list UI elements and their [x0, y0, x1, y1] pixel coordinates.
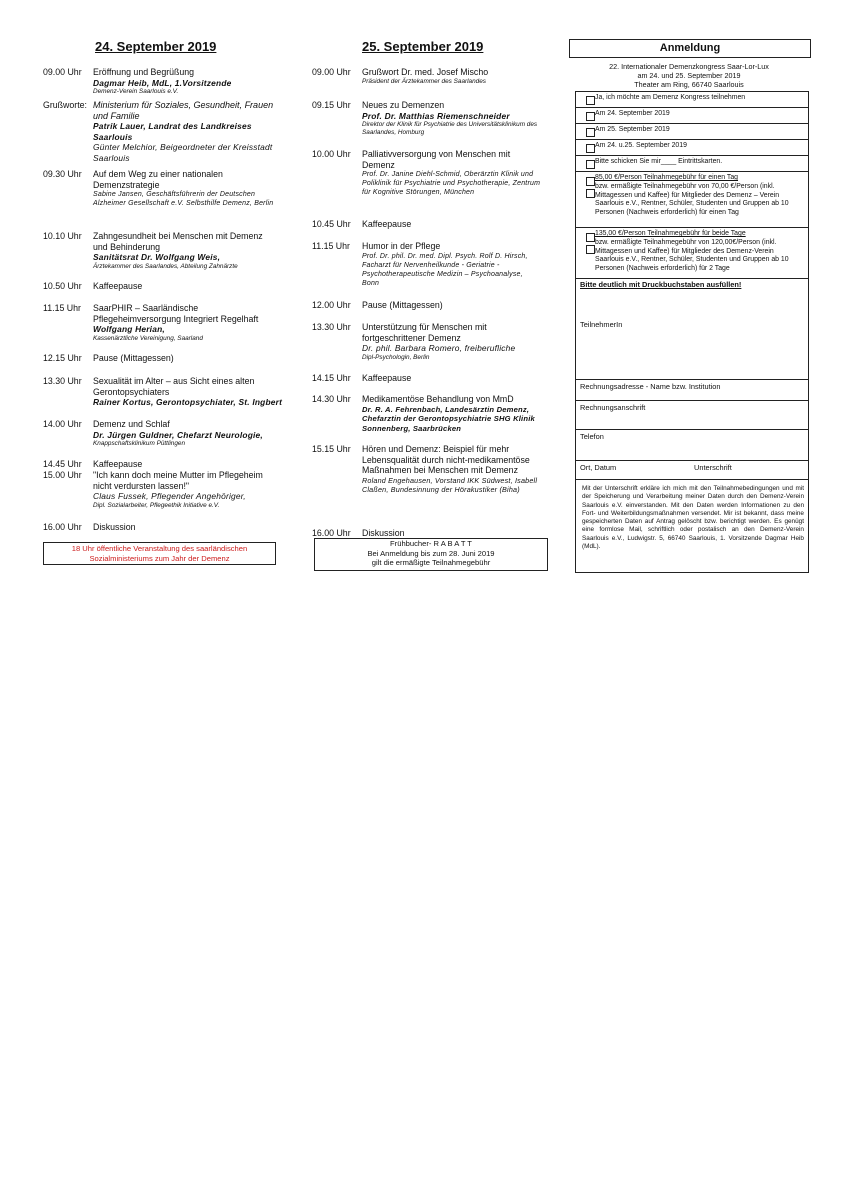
- entry-title: Hören und Demenz: Beispiel für mehr Lebensqualität durch nicht-medikamentöse Maßnahmen bei Menschen mit Demenz: [362, 444, 530, 475]
- entry-title: Diskussion: [93, 522, 136, 532]
- entry-time: 14.45 Uhr: [43, 459, 82, 469]
- option-row[interactable]: [576, 108, 808, 124]
- entry-time: 09.15 Uhr: [312, 100, 351, 110]
- option-label: Am 24. September 2019: [595, 110, 670, 117]
- fee-one-day-row[interactable]: [576, 172, 808, 228]
- option-row[interactable]: [576, 140, 808, 156]
- entry-institution: Direktor der Klinik für Psychiatrie des Universitätsklinikum des Saarlandes, Homburg: [362, 121, 538, 136]
- entry-title: Ministerium für Soziales, Gesundheit, Frauen und Familie: [93, 100, 274, 121]
- participants-section[interactable]: [576, 279, 808, 380]
- entry-time: 13.30 Uhr: [312, 322, 351, 332]
- entry-time: 12.00 Uhr: [312, 300, 351, 310]
- public-event-note: 18 Uhr öffentliche Veranstaltung des saarländischen Sozialministeriums zum Jahr der Demenz: [43, 542, 276, 565]
- entry-speaker: Wolfgang Herian,: [93, 324, 165, 334]
- invoice-address-field[interactable]: [576, 380, 808, 401]
- early-bird-discount-box: [314, 538, 548, 571]
- entry-speaker: Roland Engehausen, Vorstand IKK Südwest, Isabell Claßen, Bundesinnung der Hörakustiker (Biha): [362, 475, 538, 494]
- registration-intro: [569, 62, 809, 90]
- entry-title: Palliativversorgung von Menschen mit Demenz: [362, 149, 511, 170]
- registration-heading: Anmeldung: [569, 39, 811, 58]
- privacy-consent-text: Mit der Unterschrift erkläre ich mich mit den Teilnahmebedingungen und mit der Speicherung und Verarbeitung meiner Daten durch den Demenz-Verein Saarlouis e.V. einverstanden. Mit den Daten werden Informationen zu den Fort- und Weiterbildungsmaßnahmen versendet. Mir ist bekannt, dass meine gespeicherten Daten auf Antrag gelöscht bzw. berichtigt werden. Es genügt eine formlose Mail, schriftlich oder postalisch an den Demenz-Verein Saarlouis e.V., Ludwigstr. 5, 66740 Saarlouis, 1. Vorsitzende Dagmar Heib (MdL).: [582, 485, 804, 551]
- entry-time: 10.10 Uhr: [43, 231, 82, 241]
- entry-title: Kaffeepause: [362, 219, 412, 229]
- invoice-address-label: Rechnungsadresse - Name bzw. Institution: [580, 382, 721, 391]
- entry-title: Humor in der Pflege: [362, 241, 441, 251]
- day2-title: 25. September 2019: [362, 39, 484, 54]
- entry-time: 10.00 Uhr: [312, 149, 351, 159]
- option-row[interactable]: [576, 92, 808, 108]
- entry-time: 14.00 Uhr: [43, 419, 82, 429]
- checkbox-attend[interactable]: [586, 96, 595, 105]
- entry-institution: Präsident der Ärztekammer des Saarlandes: [362, 77, 486, 85]
- entry-title: Neues zu Demenzen: [362, 100, 445, 110]
- entry-speaker: Rainer Kortus, Gerontopsychiater, St. Ingbert: [93, 397, 283, 407]
- option-label: Am 24. u.25. September 2019: [595, 142, 687, 149]
- entry-title: Unterstützung für Menschen mit fortgeschrittener Demenz: [362, 322, 487, 343]
- entry-speaker: Dr. Jürgen Guldner, Chefarzt Neurologie,: [93, 429, 263, 440]
- entry-title: Kaffeepause: [93, 281, 143, 291]
- invoice-contact-label: Rechnungsanschrift: [580, 403, 646, 412]
- entry-title: Demenz und Schlaf: [93, 419, 170, 429]
- entry-speaker: Prof. Dr. Janine Diehl-Schmid, Oberärztin Klinik und Poliklinik für Psychiatrie und Psychotherapie, Zentrum für Kognitive Störungen, München: [362, 171, 541, 196]
- entry-time: 15.00 Uhr: [43, 470, 82, 480]
- entry-title: Sexualität im Alter – aus Sicht eines alten Gerontopsychiaters: [93, 376, 255, 397]
- participants-label: TeilnehmerIn: [580, 320, 623, 329]
- entry-time: 15.15 Uhr: [312, 444, 351, 454]
- entry-time: 14.30 Uhr: [312, 394, 351, 404]
- entry-title: Zahngesundheit bei Menschen mit Demenz und Behinderung: [93, 231, 263, 252]
- entry-time: 11.15 Uhr: [43, 303, 81, 313]
- entry-time: 10.45 Uhr: [312, 219, 351, 229]
- rabatt-condition: gilt die ermäßigte Teilnahmegebühr: [371, 558, 491, 567]
- rabatt-title: Frühbucher- R A B A T T: [390, 539, 472, 548]
- signature-label: Unterschrift: [694, 463, 732, 472]
- option-label: Am 25. September 2019: [595, 126, 670, 133]
- entry-time: 10.50 Uhr: [43, 281, 82, 291]
- entry-title: "Ich kann doch meine Mutter im Pflegeheim nicht verdursten lassen!": [93, 470, 263, 491]
- entry-speaker: Dr. R. A. Fehrenbach, Landesärztin Demenz, Chefarztin der Gerontopsychiatrie SHG Klinik Sonnenberg, Saarbrücken: [362, 404, 535, 433]
- checkbox-day1[interactable]: [586, 112, 595, 121]
- phone-label: Telefon: [580, 432, 604, 441]
- phone-field[interactable]: [576, 430, 808, 461]
- entry-speaker: Sabine Jansen, Geschäftsführerin der Deutschen Alzheimer Gesellschaft e.V. Selbsthilfe Demenz, Berlin: [93, 191, 274, 207]
- fee-one-day-text: bzw. ermäßigte Teilnahmegebühr von 70,00 €/Person (inkl. Mittagessen und Kaffee) für Mitglieder des Demenz – Verein Saarlouis e.V., Rentner, Schüler, Studenten und Gruppen ab 10 Personen (Nachweis erforderlich) für einen Tag: [595, 182, 789, 217]
- place-date-label: Ort, Datum: [580, 463, 617, 472]
- checkbox-fee-one-day[interactable]: [586, 177, 595, 186]
- option-label: Ja, ich möchte am Demenz Kongress teilnehmen: [595, 94, 746, 101]
- entry-time: 11.15 Uhr: [312, 241, 350, 251]
- registration-form: [575, 91, 809, 573]
- entry-title: Kaffeepause: [362, 373, 412, 383]
- entry-institution: Knappschaftsklinikum Püttlingen: [93, 440, 186, 447]
- entry-time: 16.00 Uhr: [43, 522, 82, 532]
- entry-institution: Dipl-Psychologin, Berlin: [362, 353, 430, 361]
- entry-title: Diskussion: [362, 528, 405, 538]
- entry-title: Medikamentöse Behandlung von MmD: [362, 394, 514, 404]
- option-label: Bitte schicken Sie mir____ Eintrittskarten.: [595, 158, 723, 165]
- entry-speaker: Dagmar Heib, MdL, 1.Vorsitzende: [93, 77, 232, 88]
- day1-title: 24. September 2019: [95, 39, 217, 54]
- entry-institution: Ärztekammer des Saarlandes, Abteilung Zahnärzte: [93, 262, 238, 270]
- entry-speaker: Prof. Dr. Matthias Riemenschneider: [362, 110, 510, 121]
- checkbox-tickets[interactable]: [586, 160, 595, 169]
- checkbox-fee-one-day-reduced[interactable]: [586, 189, 595, 198]
- fee-one-day-title: 85,00 €/Person Teilnahmegebühr für einen Tag: [595, 174, 739, 181]
- entry-time: 09.00 Uhr: [43, 67, 82, 77]
- entry-title: Kaffeepause: [93, 459, 143, 469]
- entry-time: 13.30 Uhr: [43, 376, 82, 386]
- option-row[interactable]: [576, 124, 808, 140]
- entry-title: Grußwort Dr. med. Josef Mischo: [362, 67, 489, 77]
- entry-time: 12.15 Uhr: [43, 353, 82, 363]
- entry-speaker: Günter Melchior, Beigeordneter der Kreisstadt Saarlouis: [93, 142, 273, 163]
- block-letters-note: Bitte deutlich mit Druckbuchstaben ausfüllen!: [580, 280, 742, 289]
- rabatt-deadline: Bei Anmeldung bis zum 28. Juni 2019: [367, 548, 495, 558]
- checkbox-day2[interactable]: [586, 128, 595, 137]
- entry-institution: Demenz-Verein Saarlouis e.V.: [93, 88, 179, 95]
- fee-two-days-title: 135,00 €/Person Teilnahmegebühr für beide Tage: [595, 230, 746, 237]
- entry-institution: Dipl. Sozialarbeiter, Pflegeethik Initiative e.V.: [93, 501, 220, 509]
- entry-speaker: Prof. Dr. phil. Dr. med. Dipl. Psych. Rolf D. Hirsch, Facharzt für Nervenheilkunde - Geriatrie - Psychotherapeutische Medizin – Psychoanalyse, Bonn: [362, 252, 528, 287]
- entry-speaker: Sanitätsrat Dr. Wolfgang Weis,: [93, 252, 221, 262]
- entry-title: Pause (Mittagessen): [362, 300, 443, 310]
- congress-dates: am 24. und 25. September 2019: [637, 71, 741, 81]
- fee-two-days-row[interactable]: [576, 228, 808, 279]
- entry-title: Auf dem Weg zu einer nationalen Demenzstrategie: [93, 169, 223, 190]
- entry-time: 14.15 Uhr: [312, 373, 351, 383]
- fee-two-days-text: bzw. ermäßigte Teilnahmegebühr von 120,00€/Person (inkl. Mittagessen und Kaffee) für Mitglieder des Demenz-Verein Saarlouis e.V., Rentner, Schüler, Studenten und Gruppen ab 10 Personen (Nachweis erforderlich) für 2 Tage: [595, 238, 789, 273]
- entry-time: 09.30 Uhr: [43, 169, 82, 179]
- place-date-signature-field[interactable]: [576, 461, 808, 480]
- entry-institution: Kassenärztliche Vereinigung, Saarland: [93, 334, 203, 342]
- entry-title: Eröffnung und Begrüßung: [93, 67, 195, 77]
- congress-venue: Theater am Ring, 66740 Saarlouis: [634, 80, 744, 90]
- entry-speaker: Dr. phil. Barbara Romero, freiberufliche: [362, 343, 516, 353]
- checkbox-both-days[interactable]: [586, 144, 595, 153]
- entry-speaker: Claus Fussek, Pflegender Angehöriger,: [93, 491, 246, 501]
- entry-speaker: Patrik Lauer, Landrat des Landkreises Saarlouis: [93, 121, 252, 142]
- entry-title: SaarPHIR – Saarländische Pflegeheimversorgung Integriert Regelhaft: [93, 303, 259, 324]
- option-row[interactable]: [576, 156, 808, 172]
- checkbox-fee-two-days[interactable]: [586, 233, 595, 242]
- entry-time: 09.00 Uhr: [312, 67, 351, 77]
- congress-name: 22. Internationaler Demenzkongress Saar-Lor-Lux: [609, 62, 769, 71]
- entry-time: 16.00 Uhr: [312, 528, 351, 538]
- entry-title: Pause (Mittagessen): [93, 353, 174, 363]
- checkbox-fee-two-days-reduced[interactable]: [586, 245, 595, 254]
- entry-time: Grußworte:: [43, 100, 87, 110]
- invoice-contact-field[interactable]: [576, 401, 808, 430]
